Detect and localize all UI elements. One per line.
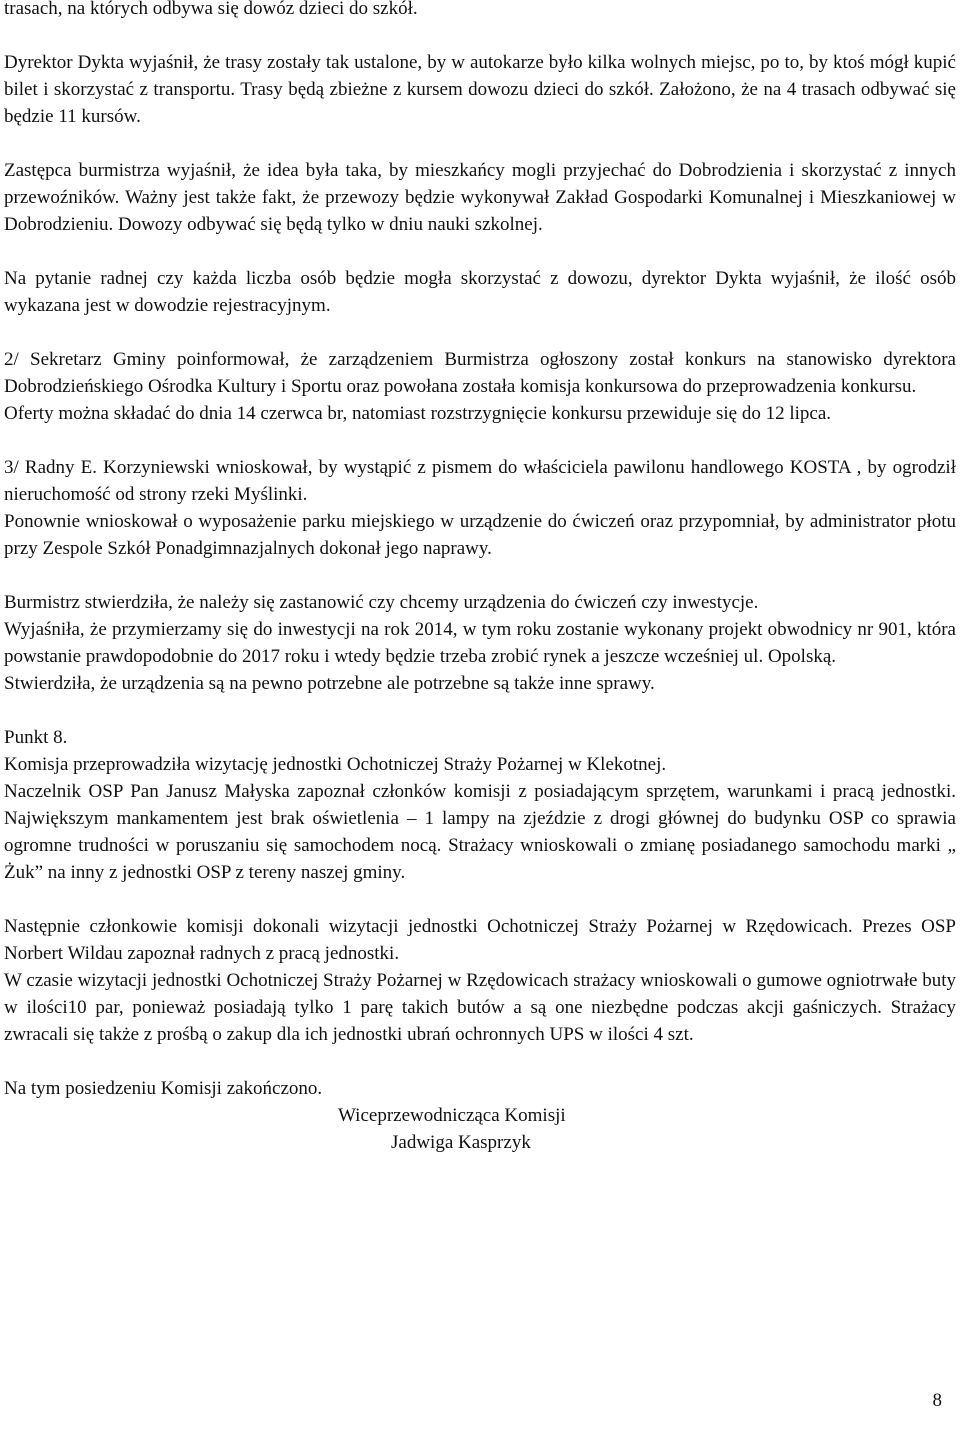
paragraph-inwestycje: Wyjaśniła, że przymierzamy się do inwestycji na rok 2014, w tym roku zostanie wykonany projekt obwodnicy nr 901, która powstanie prawdopodobnie do 2017 roku i wtedy będzie trzeba zrobić rynek a jeszcze wcześniej ul. Opolską. <box>4 619 956 667</box>
paragraph-gap <box>4 130 956 157</box>
signature-role: Wiceprzewodnicząca Komisji <box>338 1105 566 1126</box>
paragraph-naczelnik-osp: Naczelnik OSP Pan Janusz Małyska zapoznał członków komisji z posiadającym sprzętem, warunkami i pracą jednostki. Największym mankamentem jest brak oświetlenia – 1 lampy na zjeździe z drogi głównej do budynku OSP co sprawia ogromne trudności w poruszaniu się samochodem nocą. Strażacy wnioskowali o zmianę posiadanego samochodu marki „ Żuk” na inny z jednostki OSP z tereny naszej gminy. <box>4 781 956 883</box>
signature-name: Jadwiga Kasprzyk <box>391 1132 531 1153</box>
document-page <box>4 0 956 1156</box>
paragraph-pytanie-radnej: Na pytanie radnej czy każda liczba osób będzie mogła skorzystać z dowozu, dyrektor Dykta wyjaśnił, że ilość osób wykazana jest w dowodzie rejestracyjnym. <box>4 268 956 316</box>
paragraph-gap <box>4 1048 956 1075</box>
paragraph-gap <box>4 427 956 454</box>
paragraph-continuation: trasach, na których odbywa się dowóz dzieci do szkół. <box>4 0 418 19</box>
paragraph-gap <box>4 697 956 724</box>
paragraph-wnioski-strazakow: W czasie wizytacji jednostki Ochotniczej Straży Pożarnej w Rzędowicach strażacy wnioskowali o gumowe ogniotrwałe buty w ilości10 par, ponieważ posiadają tylko 1 parę takich butów a są one niezbędne podczas akcji gaśniczych. Strażacy zwracali się także z prośbą o zakup dla ich jednostki ubrań ochronnych UPS w ilości 4 szt. <box>4 970 956 1045</box>
paragraph-burmistrz-stwierdzila: Burmistrz stwierdziła, że należy się zastanowić czy chcemy urządzenia do ćwiczeń czy inwestycje. <box>4 592 759 613</box>
paragraph-gap <box>4 238 956 265</box>
paragraph-gap <box>4 319 956 346</box>
paragraph-gap <box>4 22 956 49</box>
paragraph-sekretarz-konkurs: 2/ Sekretarz Gminy poinformował, że zarządzeniem Burmistrza ogłoszony został konkurs na stanowisko dyrektora Dobrodzieńskiego Ośrodka Kultury i Sportu oraz powołana została komisja konkursowa do przeprowadzenia konkursu. <box>4 349 956 397</box>
paragraph-wyposazenie-parku: Ponownie wnioskował o wyposażenie parku miejskiego w urządzenie do ćwiczeń oraz przypomniał, by administrator płotu przy Zespole Szkół Ponadgimnazjalnych dokonał jego naprawy. <box>4 511 956 559</box>
paragraph-wizytacja-rzedowice: Następnie członkowie komisji dokonali wizytacji jednostki Ochotniczej Straży Pożarnej w Rzędowicach. Prezes OSP Norbert Wildau zapoznał radnych z pracą jednostki. <box>4 916 956 964</box>
paragraph-wizytacja-klekotna: Komisja przeprowadziła wizytację jednostki Ochotniczej Straży Pożarnej w Klekotnej. <box>4 754 667 775</box>
paragraph-gap <box>4 562 956 589</box>
paragraph-gap <box>4 886 956 913</box>
paragraph-urzadzenia: Stwierdziła, że urządzenia są na pewno potrzebne ale potrzebne są także inne sprawy. <box>4 673 655 694</box>
section-heading-punkt-8: Punkt 8. <box>4 727 68 748</box>
paragraph-zakonczenie: Na tym posiedzeniu Komisji zakończono. <box>4 1078 323 1099</box>
paragraph-oferty: Oferty można składać do dnia 14 czerwca br, natomiast rozstrzygnięcie konkursu przewiduje się do 12 lipca. <box>4 403 832 424</box>
paragraph-radny-korzyniewski: 3/ Radny E. Korzyniewski wnioskował, by wystąpić z pismem do właściciela pawilonu handlowego KOSTA , by ogrodził nieruchomość od strony rzeki Myślinki. <box>4 457 956 505</box>
paragraph-dyrektor-trasy: Dyrektor Dykta wyjaśnił, że trasy zostały tak ustalone, by w autokarze było kilka wolnych miejsc, po to, by ktoś mógł kupić bilet i skorzystać z transportu. Trasy będą zbieżne z kursem dowozu dzieci do szkół. Założono, że na 4 trasach odbywać się będzie 11 kursów. <box>4 52 956 127</box>
page-number: 8 <box>932 1390 942 1411</box>
paragraph-zastepca-burmistrza: Zastępca burmistrza wyjaśnił, że idea była taka, by mieszkańcy mogli przyjechać do Dobrodzienia i skorzystać z innych przewoźników. Ważny jest także fakt, że przewozy będzie wykonywał Zakład Gospodarki Komunalnej i Mieszkaniowej w Dobrodzieniu. Dowozy odbywać się będą tylko w dniu nauki szkolnej. <box>4 160 956 235</box>
